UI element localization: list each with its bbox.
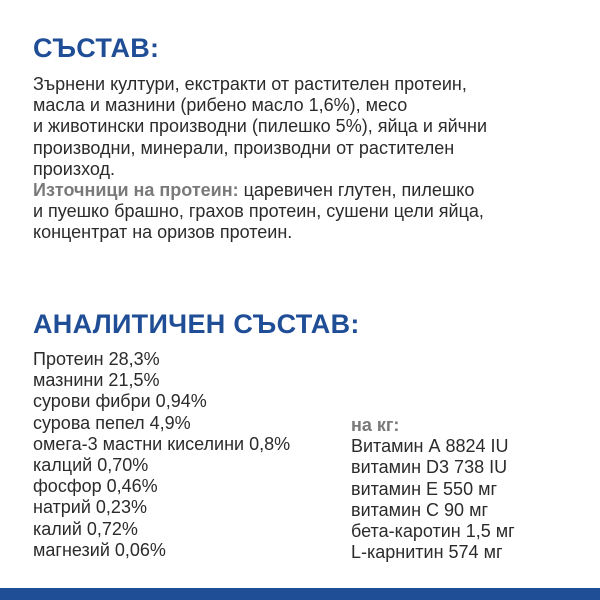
- nutrient-item: мазнини 21,5%: [33, 370, 160, 391]
- composition-line: произход.: [33, 158, 115, 179]
- protein-sources-label: Източници на протеин:: [33, 180, 239, 201]
- bottom-accent-bar: [0, 588, 600, 600]
- nutrient-item: сурови фибри 0,94%: [33, 391, 207, 412]
- nutrient-item: сурова пепел 4,9%: [33, 412, 191, 433]
- vitamin-item: витамин D3 738 IU: [351, 457, 508, 478]
- composition-line: производни, минерали, производни от растителен: [33, 137, 455, 158]
- composition-line: масла и мазнини (рибено масло 1,6%), месо: [33, 95, 408, 116]
- composition-heading: СЪСТАВ:: [33, 33, 160, 63]
- nutrient-item: натрий 0,23%: [33, 497, 147, 518]
- protein-sources-line: концентрат на оризов протеин.: [33, 222, 293, 243]
- composition-line: и животински производни (пилешко 5%), яйца и яйчни: [33, 116, 488, 137]
- per-kg-list: [351, 415, 515, 563]
- analytical-heading: АНАЛИТИЧЕН СЪСТАВ:: [33, 309, 360, 339]
- nutrient-item: калций 0,70%: [33, 455, 149, 476]
- vitamin-item: бета-каротин 1,5 мг: [351, 521, 515, 542]
- composition-line: Зърнени култури, екстракти от растителен протеин,: [33, 74, 467, 94]
- vitamin-item: витамин Е 550 мг: [351, 478, 498, 499]
- nutrient-item: Протеин 28,3%: [33, 349, 160, 369]
- composition-text: [33, 74, 578, 244]
- protein-sources-text: царевичен глутен, пилешко: [238, 180, 475, 201]
- nutrient-item: магнезий 0,06%: [33, 539, 166, 560]
- nutrient-item: калий 0,72%: [33, 518, 138, 539]
- protein-sources-line: и пуешко брашно, грахов протеин, сушени цели яйца,: [33, 201, 484, 222]
- vitamin-item: L-карнитин 574 мг: [351, 542, 503, 563]
- vitamin-item: Витамин А 8824 IU: [351, 436, 509, 457]
- nutrient-item: омега-3 мастни киселини 0,8%: [33, 433, 291, 454]
- nutrient-item: фосфор 0,46%: [33, 476, 158, 497]
- per-kg-label: на кг:: [351, 415, 400, 435]
- protein-sources-line: [33, 180, 578, 201]
- nutrient-list: [33, 349, 290, 561]
- vitamin-item: витамин С 90 мг: [351, 499, 489, 520]
